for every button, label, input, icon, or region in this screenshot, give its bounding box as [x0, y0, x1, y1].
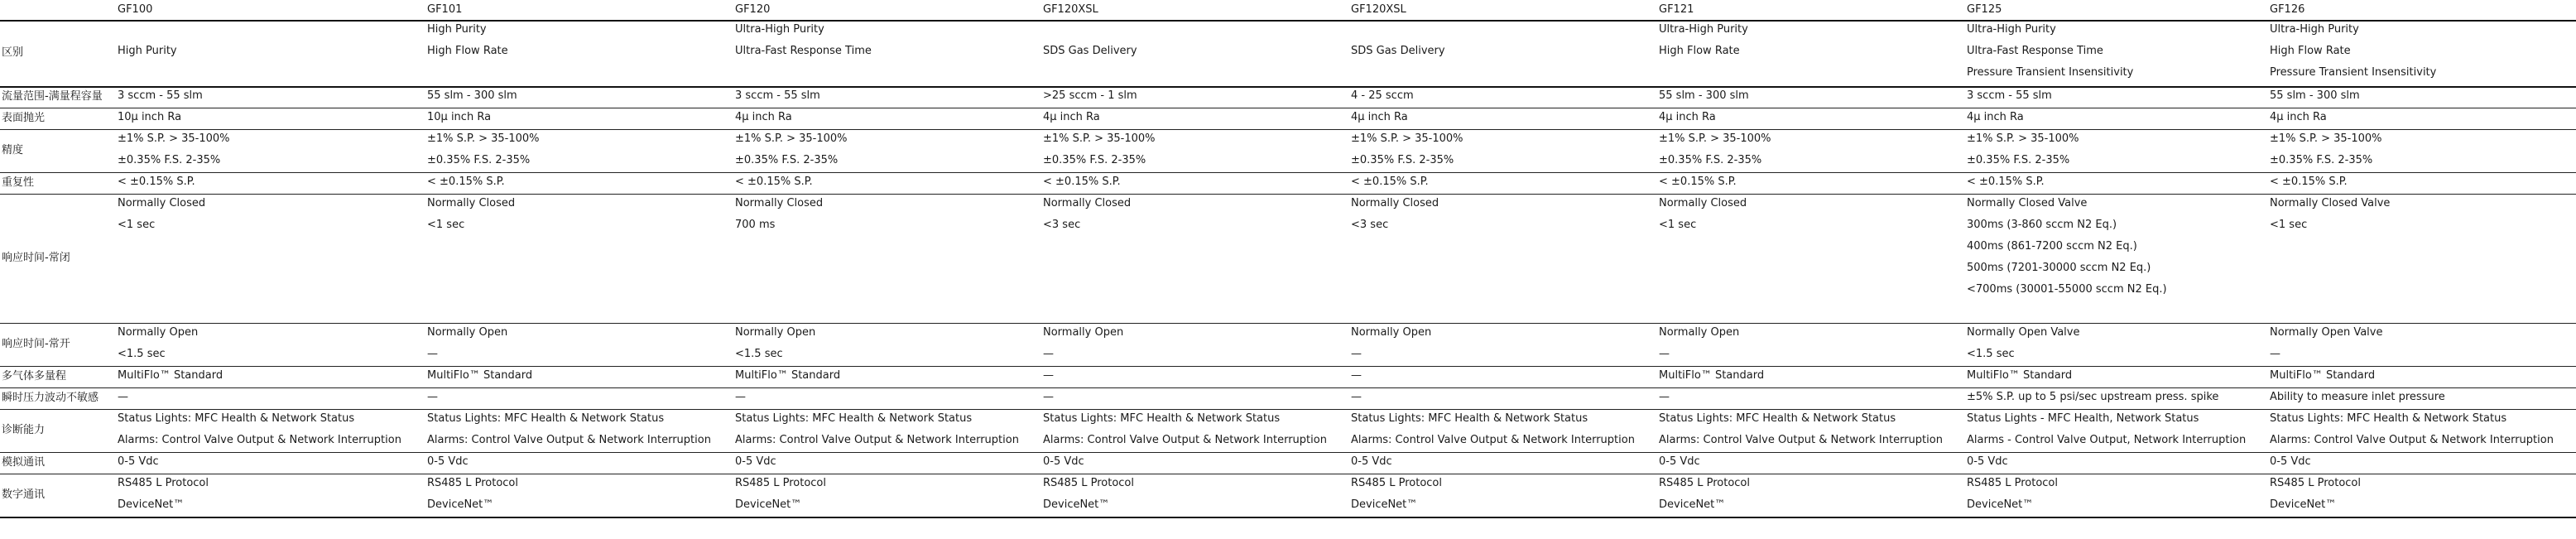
cell-text: Ultra-Fast Response Time	[735, 45, 872, 57]
cell-text: < ±0.15% S.P.	[118, 176, 195, 188]
cell-text: RS485 L Protocol	[2270, 477, 2361, 489]
cell-text: —	[427, 391, 438, 403]
cell-text: < ±0.15% S.P.	[1967, 176, 2045, 188]
cell-text: <1.5 sec	[735, 348, 783, 360]
cell-text: High Purity	[427, 23, 487, 36]
cell-text: Normally Open	[735, 326, 816, 339]
cell-text: 55 slm - 300 slm	[427, 89, 517, 102]
cell-text: —	[1659, 391, 1670, 403]
cell-text: Normally Open Valve	[1967, 326, 2080, 339]
cell-text: Pressure Transient Insensitivity	[1967, 66, 2134, 79]
cell-text: 400ms (861-7200 sccm N2 Eq.)	[1967, 240, 2137, 253]
cell-text: 4µ inch Ra	[1043, 111, 1100, 123]
cell-text: 0-5 Vdc	[1351, 455, 1392, 468]
cell-text: ±1% S.P. > 35-100%	[1043, 132, 1156, 145]
cell-text: Normally Open	[1659, 326, 1740, 339]
cell-text: —	[118, 391, 128, 403]
cell-text: ±1% S.P. > 35-100%	[2270, 132, 2382, 145]
cell-text: Ultra-High Purity	[735, 23, 824, 36]
cell-text: 10µ inch Ra	[118, 111, 182, 123]
cell-text: Normally Closed	[735, 197, 824, 209]
cell-text: 500ms (7201-30000 sccm N2 Eq.)	[1967, 262, 2151, 274]
cell-text: 3 sccm - 55 slm	[735, 89, 820, 102]
cell-text: Ultra-High Purity	[1967, 23, 2056, 36]
cell-text: 55 slm - 300 slm	[1659, 89, 1749, 102]
cell-text: Status Lights: MFC Health & Network Status	[427, 412, 665, 425]
cell-text: MultiFlo™ Standard	[118, 369, 223, 382]
cell-text: Ultra-High Purity	[2270, 23, 2359, 36]
cell-text: Alarms: Control Valve Output & Network Interruption	[2270, 434, 2554, 446]
cell-text: Normally Open	[1043, 326, 1124, 339]
cell-text: MultiFlo™ Standard	[735, 369, 841, 382]
model-header: GF126	[2270, 3, 2305, 16]
row-divider	[0, 387, 2576, 388]
cell-text: ±1% S.P. > 35-100%	[118, 132, 230, 145]
cell-text: Normally Closed	[118, 197, 206, 209]
cell-text: <1 sec	[427, 219, 465, 231]
cell-text: <3 sec	[1043, 219, 1081, 231]
row-label: 流量范围-满量程容量	[2, 90, 103, 103]
cell-text: DeviceNet™	[1043, 498, 1110, 511]
cell-text: Normally Closed	[1043, 197, 1132, 209]
cell-text: Status Lights: MFC Health & Network Status	[1351, 412, 1588, 425]
cell-text: —	[1043, 369, 1054, 382]
cell-text: ±1% S.P. > 35-100%	[1967, 132, 2079, 145]
cell-text: Status Lights - MFC Health, Network Status	[1967, 412, 2199, 425]
cell-text: <1 sec	[2270, 219, 2308, 231]
cell-text: SDS Gas Delivery	[1351, 45, 1445, 57]
cell-text: Ultra-Fast Response Time	[1967, 45, 2103, 57]
cell-text: Normally Closed Valve	[1967, 197, 2088, 209]
cell-text: 0-5 Vdc	[2270, 455, 2311, 468]
row-label: 表面抛光	[2, 112, 46, 124]
cell-text: Alarms: Control Valve Output & Network Interruption	[1043, 434, 1327, 446]
cell-text: —	[1043, 391, 1054, 403]
cell-text: 300ms (3-860 sccm N2 Eq.)	[1967, 219, 2117, 231]
cell-text: —	[735, 391, 746, 403]
cell-text: MultiFlo™ Standard	[2270, 369, 2376, 382]
cell-text: Status Lights: MFC Health & Network Status	[1043, 412, 1281, 425]
cell-text: 4µ inch Ra	[1967, 111, 2024, 123]
cell-text: < ±0.15% S.P.	[735, 176, 813, 188]
cell-text: ±0.35% F.S. 2-35%	[1967, 154, 2070, 166]
cell-text: High Purity	[118, 45, 177, 57]
model-header: GF100	[118, 3, 153, 16]
cell-text: 700 ms	[735, 219, 776, 231]
row-label: 精度	[2, 144, 24, 156]
row-label: 响应时间-常闭	[2, 252, 70, 264]
cell-text: <700ms (30001-55000 sccm N2 Eq.)	[1967, 283, 2167, 296]
cell-text: 0-5 Vdc	[735, 455, 776, 468]
cell-text: Alarms: Control Valve Output & Network Interruption	[427, 434, 711, 446]
model-header: GF120XSL	[1043, 3, 1098, 16]
cell-text: ±1% S.P. > 35-100%	[1351, 132, 1463, 145]
row-label: 区别	[2, 46, 24, 59]
cell-text: High Flow Rate	[427, 45, 508, 57]
cell-text: < ±0.15% S.P.	[2270, 176, 2348, 188]
row-label: 模拟通讯	[2, 456, 46, 469]
cell-text: MultiFlo™ Standard	[427, 369, 533, 382]
row-divider	[0, 172, 2576, 173]
cell-text: Normally Closed	[1351, 197, 1439, 209]
cell-text: <3 sec	[1351, 219, 1389, 231]
cell-text: Alarms: Control Valve Output & Network Interruption	[1659, 434, 1943, 446]
cell-text: RS485 L Protocol	[1659, 477, 1750, 489]
cell-text: ±1% S.P. > 35-100%	[1659, 132, 1771, 145]
cell-text: 4µ inch Ra	[1351, 111, 1408, 123]
cell-text: MultiFlo™ Standard	[1967, 369, 2073, 382]
cell-text: Pressure Transient Insensitivity	[2270, 66, 2437, 79]
cell-text: 10µ inch Ra	[427, 111, 492, 123]
cell-text: Alarms: Control Valve Output & Network Interruption	[118, 434, 401, 446]
cell-text: —	[427, 348, 438, 360]
cell-text: ±0.35% F.S. 2-35%	[1351, 154, 1454, 166]
cell-text: RS485 L Protocol	[427, 477, 518, 489]
cell-text: Normally Closed	[1659, 197, 1747, 209]
cell-text: MultiFlo™ Standard	[1659, 369, 1765, 382]
cell-text: DeviceNet™	[735, 498, 802, 511]
row-divider	[0, 86, 2576, 88]
cell-text: Normally Open Valve	[2270, 326, 2383, 339]
row-divider	[0, 129, 2576, 130]
cell-text: 3 sccm - 55 slm	[118, 89, 203, 102]
row-label: 瞬时压力波动不敏感	[2, 392, 99, 404]
cell-text: —	[1351, 369, 1362, 382]
cell-text: <1 sec	[118, 219, 156, 231]
cell-text: 0-5 Vdc	[427, 455, 469, 468]
cell-text: ±0.35% F.S. 2-35%	[1043, 154, 1146, 166]
cell-text: < ±0.15% S.P.	[1659, 176, 1737, 188]
cell-text: DeviceNet™	[1351, 498, 1418, 511]
cell-text: RS485 L Protocol	[1967, 477, 2058, 489]
cell-text: —	[1043, 348, 1054, 360]
cell-text: Normally Open	[118, 326, 199, 339]
row-label: 诊断能力	[2, 424, 46, 436]
cell-text: —	[1659, 348, 1670, 360]
cell-text: Status Lights: MFC Health & Network Status	[735, 412, 973, 425]
cell-text: ±0.35% F.S. 2-35%	[735, 154, 839, 166]
row-divider	[0, 452, 2576, 453]
row-label: 数字通讯	[2, 488, 46, 501]
cell-text: <1 sec	[1659, 219, 1697, 231]
model-header: GF121	[1659, 3, 1694, 16]
cell-text: <1.5 sec	[1967, 348, 2015, 360]
cell-text: —	[2270, 348, 2280, 360]
row-divider	[0, 20, 2576, 22]
cell-text: RS485 L Protocol	[735, 477, 826, 489]
cell-text: Alarms: Control Valve Output & Network Interruption	[735, 434, 1019, 446]
cell-text: Ability to measure inlet pressure	[2270, 391, 2445, 403]
cell-text: 4 - 25 sccm	[1351, 89, 1414, 102]
cell-text: DeviceNet™	[2270, 498, 2337, 511]
cell-text: 4µ inch Ra	[2270, 111, 2327, 123]
cell-text: Normally Open	[1351, 326, 1432, 339]
cell-text: 0-5 Vdc	[1967, 455, 2008, 468]
cell-text: ±5% S.P. up to 5 psi/sec upstream press. spike	[1967, 391, 2219, 403]
cell-text: 4µ inch Ra	[735, 111, 792, 123]
cell-text: < ±0.15% S.P.	[1351, 176, 1429, 188]
cell-text: ±0.35% F.S. 2-35%	[427, 154, 531, 166]
cell-text: Status Lights: MFC Health & Network Status	[118, 412, 355, 425]
cell-text: DeviceNet™	[1659, 498, 1726, 511]
row-divider	[0, 194, 2576, 195]
cell-text: Alarms: Control Valve Output & Network Interruption	[1351, 434, 1635, 446]
cell-text: < ±0.15% S.P.	[1043, 176, 1121, 188]
model-header: GF120XSL	[1351, 3, 1406, 16]
cell-text: 0-5 Vdc	[118, 455, 159, 468]
cell-text: High Flow Rate	[1659, 45, 1740, 57]
cell-text: Normally Closed	[427, 197, 516, 209]
cell-text: High Flow Rate	[2270, 45, 2351, 57]
cell-text: Status Lights: MFC Health & Network Status	[1659, 412, 1896, 425]
cell-text: 4µ inch Ra	[1659, 111, 1716, 123]
row-divider	[0, 409, 2576, 410]
cell-text: ±0.35% F.S. 2-35%	[1659, 154, 1762, 166]
cell-text: Ultra-High Purity	[1659, 23, 1748, 36]
cell-text: ±0.35% F.S. 2-35%	[118, 154, 221, 166]
cell-text: <1.5 sec	[118, 348, 166, 360]
cell-text: Normally Open	[427, 326, 508, 339]
row-divider	[0, 517, 2576, 518]
row-divider	[0, 366, 2576, 367]
cell-text: Alarms - Control Valve Output, Network Interruption	[1967, 434, 2247, 446]
cell-text: ±0.35% F.S. 2-35%	[2270, 154, 2373, 166]
cell-text: >25 sccm - 1 slm	[1043, 89, 1137, 102]
cell-text: DeviceNet™	[427, 498, 494, 511]
cell-text: 3 sccm - 55 slm	[1967, 89, 2052, 102]
cell-text: Status Lights: MFC Health & Network Status	[2270, 412, 2507, 425]
cell-text: 0-5 Vdc	[1043, 455, 1084, 468]
row-divider	[0, 323, 2576, 324]
cell-text: 0-5 Vdc	[1659, 455, 1700, 468]
cell-text: RS485 L Protocol	[1043, 477, 1134, 489]
model-header: GF120	[735, 3, 771, 16]
cell-text: DeviceNet™	[118, 498, 185, 511]
cell-text: RS485 L Protocol	[1351, 477, 1442, 489]
row-label: 重复性	[2, 176, 35, 189]
cell-text: 55 slm - 300 slm	[2270, 89, 2360, 102]
cell-text: ±1% S.P. > 35-100%	[427, 132, 540, 145]
row-label: 响应时间-常开	[2, 338, 70, 350]
cell-text: —	[1351, 391, 1362, 403]
cell-text: SDS Gas Delivery	[1043, 45, 1137, 57]
cell-text: RS485 L Protocol	[118, 477, 209, 489]
row-label: 多气体多量程	[2, 370, 67, 383]
cell-text: DeviceNet™	[1967, 498, 2034, 511]
cell-text: Normally Closed Valve	[2270, 197, 2391, 209]
model-header: GF125	[1967, 3, 2002, 16]
cell-text: ±1% S.P. > 35-100%	[735, 132, 848, 145]
cell-text: < ±0.15% S.P.	[427, 176, 505, 188]
cell-text: —	[1351, 348, 1362, 360]
model-header: GF101	[427, 3, 463, 16]
